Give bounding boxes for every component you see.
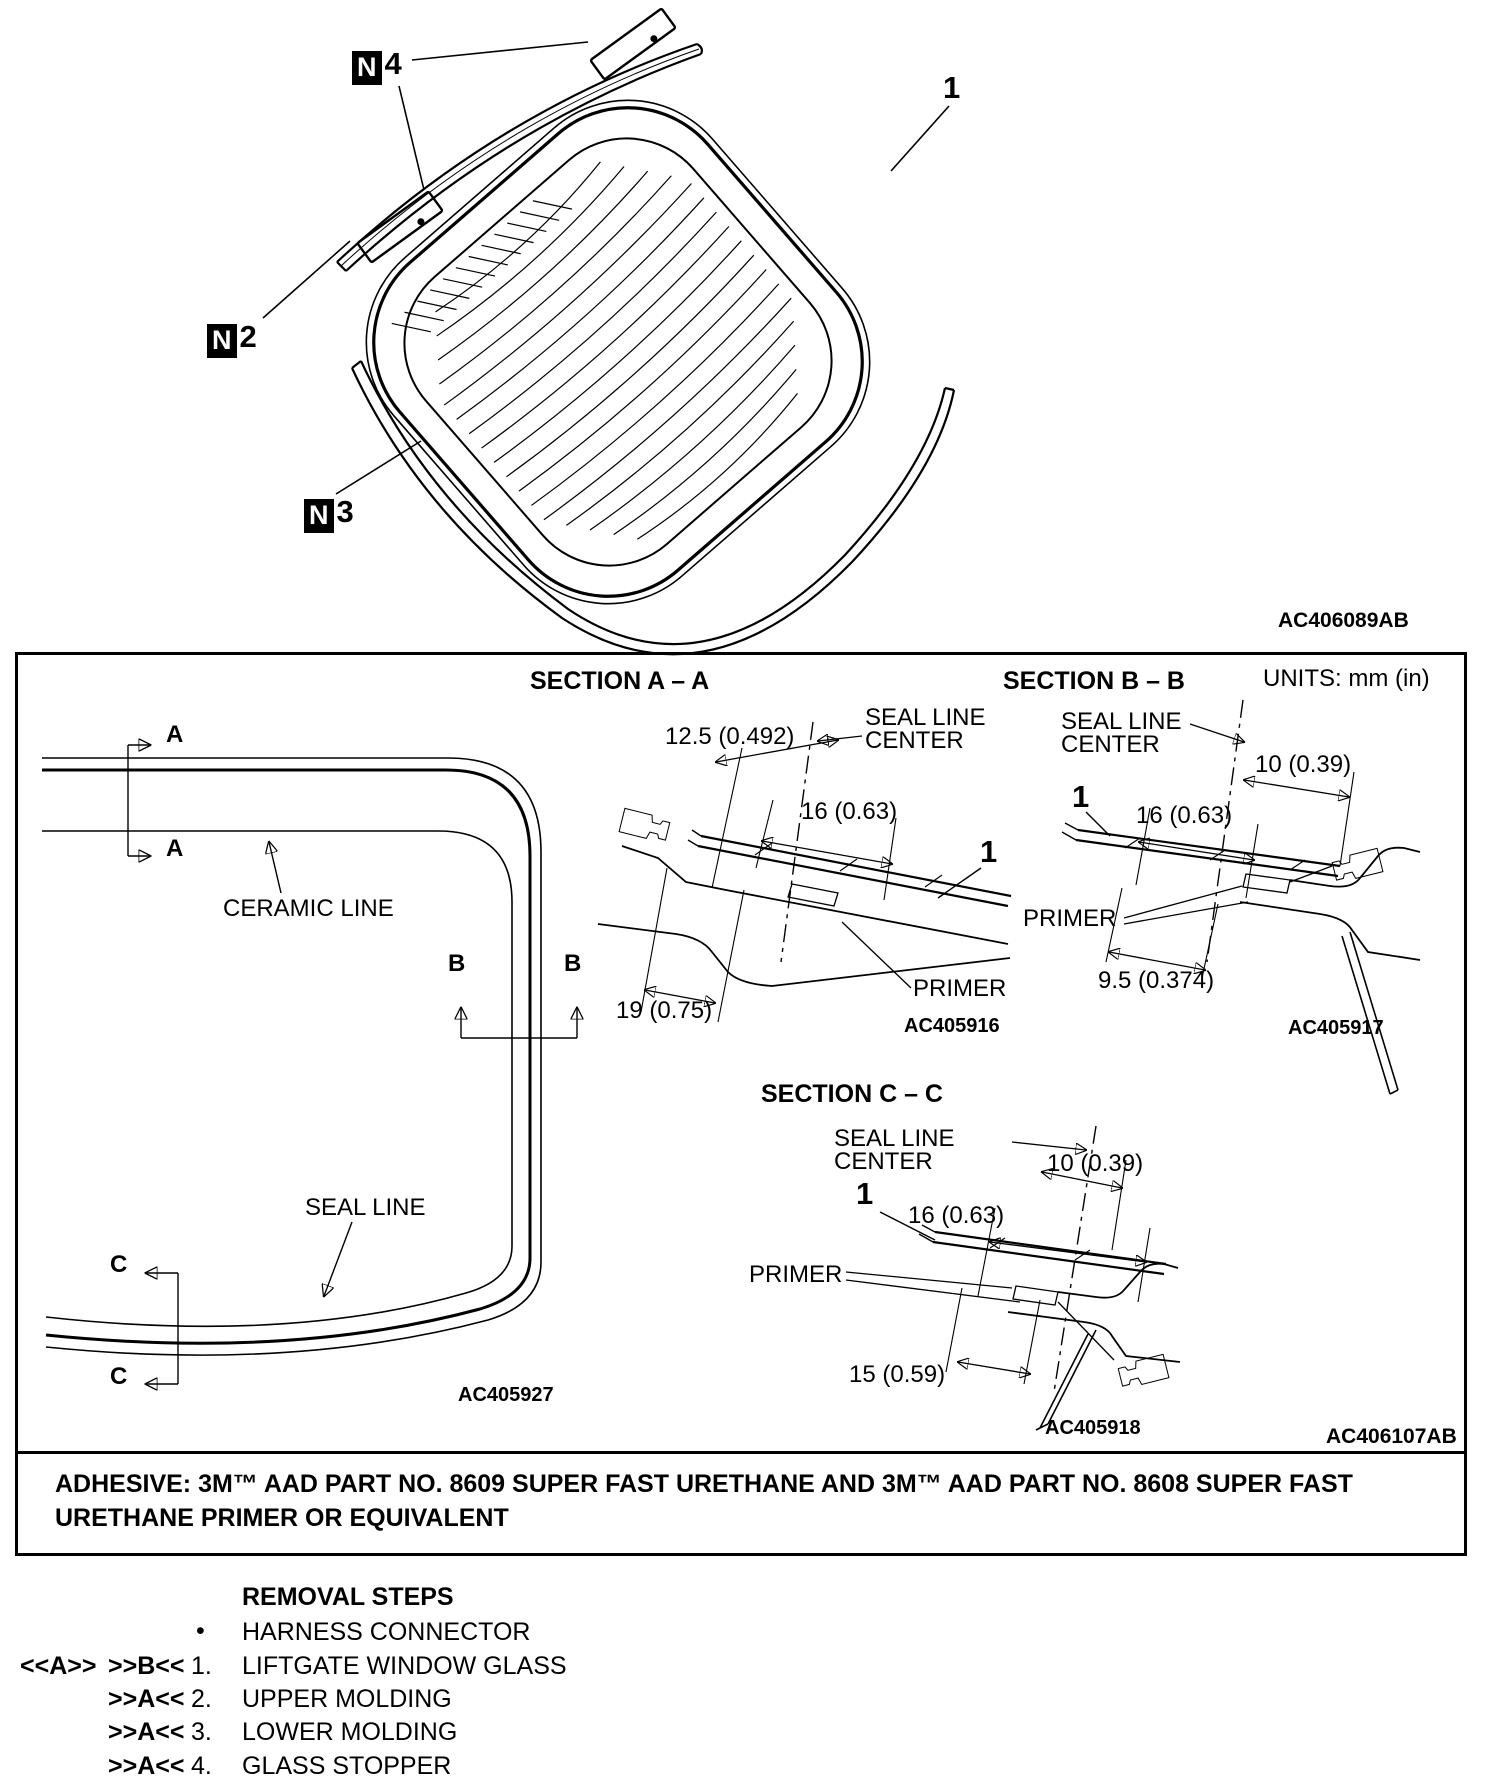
- step-num-3: 3.: [191, 1718, 212, 1746]
- step-marker-b: >>B<<: [108, 1652, 185, 1680]
- marker-b-left: B: [448, 950, 466, 977]
- section-aa-title: SECTION A – A: [530, 667, 710, 695]
- marker-c-bottom: C: [110, 1363, 128, 1390]
- bb-callout-glass: 1: [1072, 779, 1090, 814]
- step-bullet: •: [196, 1617, 205, 1645]
- adhesive-note-line2: URETHANE PRIMER OR EQUIVALENT: [55, 1504, 509, 1532]
- figure-code-cc: AC405918: [1045, 1417, 1141, 1439]
- adhesive-note-line1: ADHESIVE: 3M™ AAD PART NO. 8609 SUPER FAST URETHANE AND 3M™ AAD PART NO. 8608 SUPER FAST: [55, 1470, 1353, 1498]
- n-box: N: [352, 51, 382, 85]
- ceramic-line-label: CERAMIC LINE: [223, 895, 394, 922]
- cc-dim-bead: 16 (0.63): [908, 1202, 1005, 1229]
- aa-seal-line-center-2: CENTER: [865, 727, 964, 754]
- figure-code-bb: AC405917: [1288, 1017, 1384, 1039]
- callout-glass-stopper: N 4: [352, 46, 402, 85]
- bb-dim-edge: 9.5 (0.374): [1098, 967, 1215, 994]
- cc-dim-edge: 15 (0.59): [849, 1361, 946, 1388]
- cc-seal-line-center-2: CENTER: [834, 1148, 933, 1175]
- step-label-lower-molding: LOWER MOLDING: [242, 1718, 458, 1746]
- seal-line-view: [42, 745, 577, 1384]
- figure-code-seal-view: AC405927: [458, 1384, 554, 1406]
- step-num-2: 2.: [191, 1685, 212, 1713]
- units-label: UNITS: mm (in): [1263, 665, 1430, 692]
- step-num-4: 4.: [191, 1752, 212, 1780]
- n-box: N: [304, 499, 334, 533]
- n-box: N: [207, 324, 237, 358]
- step-marker-a3: >>A<<: [108, 1718, 185, 1746]
- callout-upper-molding: N 2: [207, 319, 257, 358]
- step-label-stopper: GLASS STOPPER: [242, 1752, 452, 1780]
- seal-line-label: SEAL LINE: [305, 1194, 426, 1221]
- cc-primer-label: PRIMER: [749, 1261, 843, 1288]
- figure-code-top: AC406089AB: [1278, 609, 1409, 632]
- step-marker-a2: >>A<<: [108, 1685, 185, 1713]
- defogger-lines: [391, 126, 849, 582]
- step-pre-marker-a: <<A>>: [20, 1652, 97, 1680]
- cc-callout-glass: 1: [856, 1176, 874, 1211]
- cc-seal-line-center-1: SEAL LINE: [834, 1125, 955, 1152]
- aa-dim-width: 12.5 (0.492): [665, 723, 795, 750]
- marker-b-right: B: [564, 950, 582, 977]
- callout-glass-number: 1: [943, 70, 961, 105]
- bb-primer-label: PRIMER: [1023, 905, 1117, 932]
- section-cc-title: SECTION C – C: [761, 1080, 943, 1108]
- step-label-upper-molding: UPPER MOLDING: [242, 1685, 452, 1713]
- aa-seal-line-center-1: SEAL LINE: [865, 704, 986, 731]
- step-label-harness: HARNESS CONNECTOR: [242, 1618, 531, 1646]
- bb-seal-line-center-2: CENTER: [1061, 731, 1160, 758]
- section-bb-title: SECTION B – B: [1003, 667, 1185, 695]
- marker-a-top: A: [166, 721, 184, 748]
- marker-c-top: C: [110, 1251, 128, 1278]
- lower-molding-drawing: [352, 361, 954, 654]
- bb-dim-offset: 10 (0.39): [1255, 751, 1352, 778]
- figure-code-box: AC406107AB: [1326, 1425, 1457, 1448]
- liftgate-glass-drawing: [320, 54, 915, 649]
- step-label-glass: LIFTGATE WINDOW GLASS: [242, 1652, 567, 1680]
- callout-lower-molding: N 3: [304, 494, 354, 533]
- step-marker-a4: >>A<<: [108, 1752, 185, 1780]
- bb-seal-line-center-1: SEAL LINE: [1061, 708, 1182, 735]
- bb-dim-bead: 16 (0.63): [1136, 802, 1233, 829]
- removal-steps-title: REMOVAL STEPS: [242, 1583, 454, 1611]
- cc-dim-offset: 10 (0.39): [1047, 1150, 1144, 1177]
- marker-a-bottom: A: [166, 835, 184, 862]
- aa-primer-label: PRIMER: [913, 975, 1007, 1002]
- step-num-1: 1.: [191, 1652, 212, 1680]
- figure-code-aa: AC405916: [904, 1015, 1000, 1037]
- aa-callout-glass: 1: [980, 834, 998, 869]
- aa-dim-bead: 16 (0.63): [801, 798, 898, 825]
- aa-dim-edge: 19 (0.75): [616, 997, 713, 1024]
